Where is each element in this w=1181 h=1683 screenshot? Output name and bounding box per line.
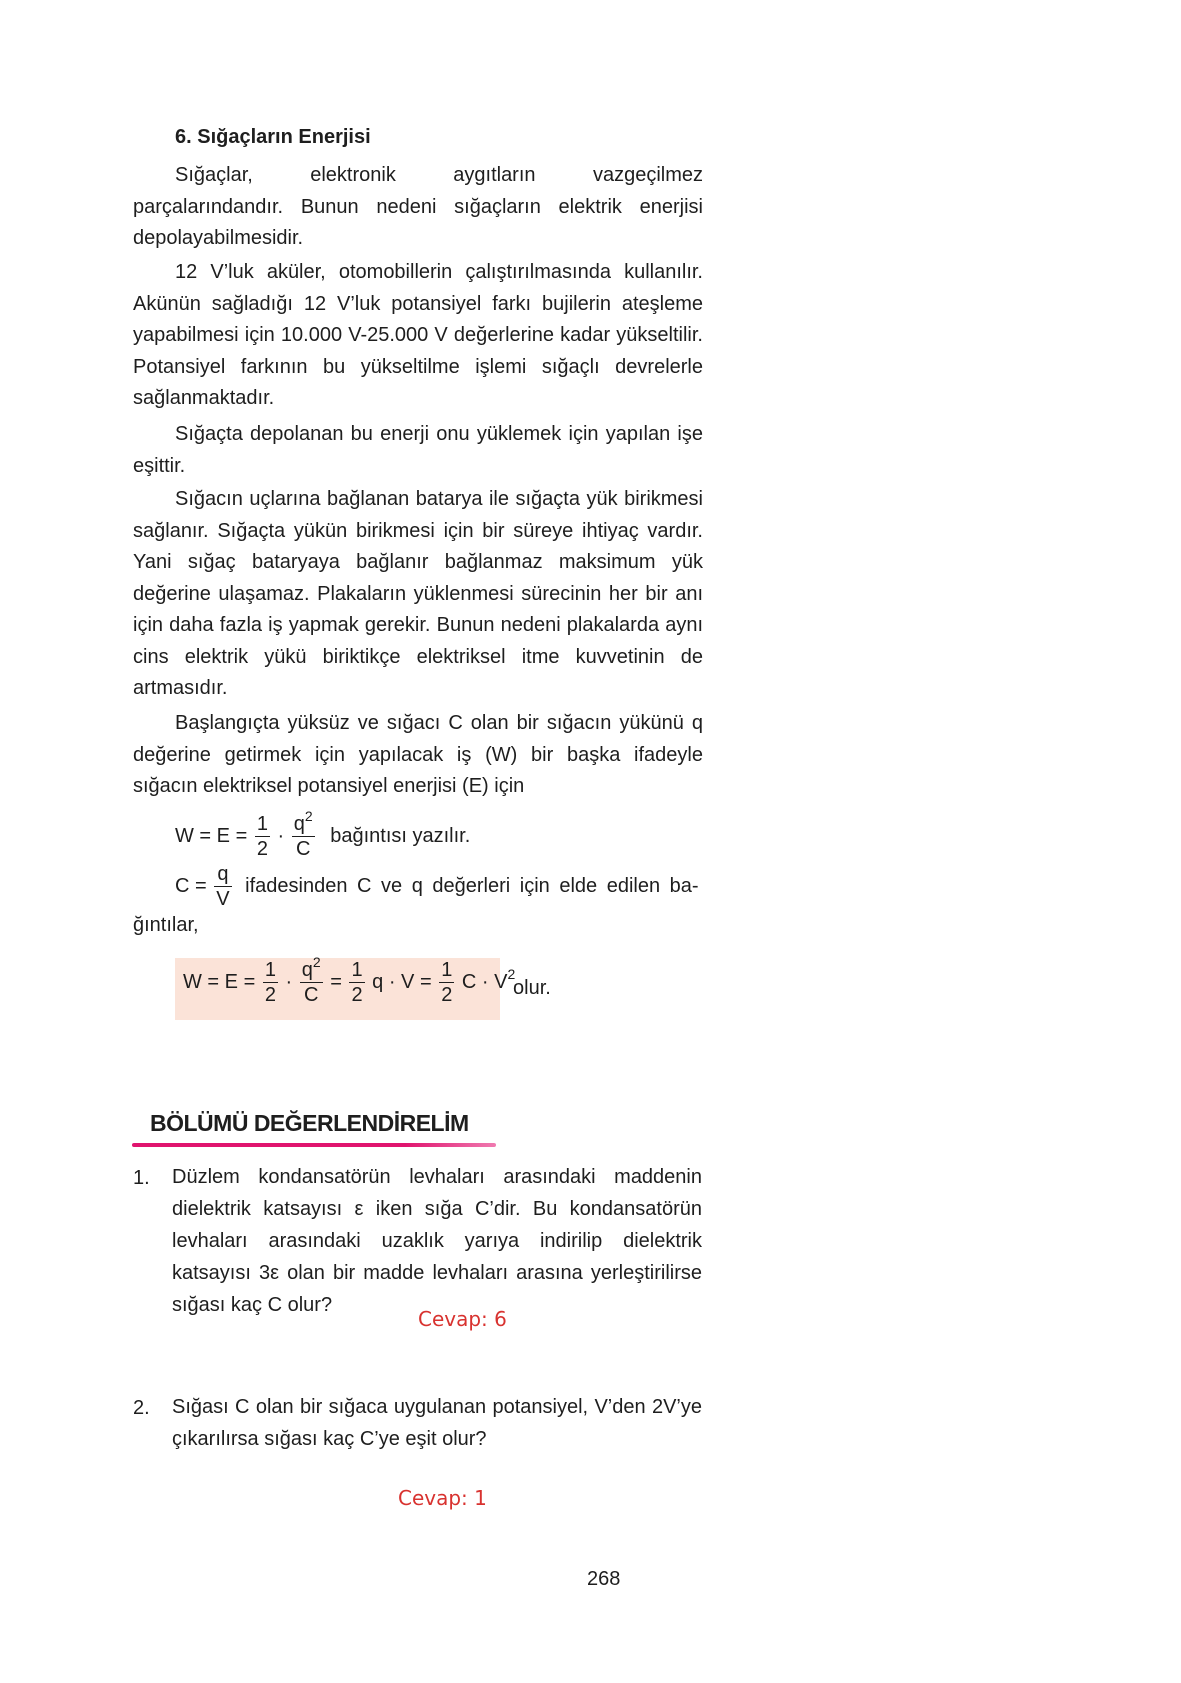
- energy-formula: [175, 808, 471, 860]
- paragraph-1: Sığaçlar, elektronik aygıtların vazgeçilmez parçalarındandır. Bunun nedeni sığaçların elektrik enerjisi depolayabilmesidir.: [133, 164, 703, 249]
- dot-operator: ·: [277, 824, 285, 847]
- formula3-lhs: W = E =: [183, 970, 256, 993]
- paragraph-4: Sığacın uçlarına bağlanan batarya ile sığaçta yük birikmesi sağlanır. Sığaçta yükün birikmesi için bir süreye ihtiyaç vardır. Yani sığaç bataryaya bağlanır bağlanmaz maksimum yük değerine ulaşamaz. Plakaların yüklenmesi sürecinin her bir anı için daha fazla iş yapmak gerekir. Bunun nedeni plakalarda aynı cins elektrik yükü biriktikçe elektriksel itme kuvvetinin de artmasıdır.: [133, 488, 703, 699]
- formula3-tail-sup: 2: [507, 965, 516, 982]
- fraction-q2-over-c: $\frac{q^2}{C}$: [293, 808, 313, 860]
- question-1-number: 1.: [133, 1167, 150, 1189]
- question-2-number: 2.: [133, 1397, 150, 1419]
- paragraph-5: Başlangıçta yüksüz ve sığacı C olan bir sığacın yükünü q değerine getirmek için yapılacak iş (W) bir başka ifadeyle sığacın elektriksel potansiyel enerjisi (E) için: [133, 712, 703, 797]
- question-1-text: Düzlem kondansatörün levhaları arasındaki maddenin dielektrik katsayısı ε iken sığa C’dir. Bu kondansatörün levhaları arasındaki uzaklık yarıya indirilip dielektrik katsayısı 3ε olan bir madde levhaları arasına yerleştirilirse sığası kaç C olur?: [172, 1166, 702, 1316]
- energy-formula-summary: [183, 954, 516, 1006]
- dot-operator: ·: [285, 970, 293, 993]
- formula3-mid: q · V =: [372, 970, 432, 993]
- section-heading: 6. Sığaçların Enerjisi: [175, 126, 371, 148]
- formula1-suffix: bağıntısı yazılır.: [330, 824, 471, 847]
- fraction-4: $\frac{1}{2}$: [441, 959, 453, 1006]
- question-1-answer: Cevap: 6: [418, 1307, 507, 1331]
- formula3-tail: C · V: [461, 970, 508, 993]
- equals-sign: =: [330, 970, 342, 993]
- formula3-suffix: olur.: [513, 977, 551, 999]
- question-2-answer: Cevap: 1: [398, 1486, 487, 1510]
- evaluation-underline: [132, 1143, 496, 1147]
- paragraph-2: 12 V’luk aküler, otomobillerin çalıştırılmasında kullanılır. Akünün sağladığı 12 V’luk potansiyel farkı bujilerin ateşleme yapabilmesi için 10.000 V-25.000 V değerlerine kadar yükseltilir. Potansiyel farkının bu yükseltilme işlemi sığaçlı devrelerle sağlanmaktadır.: [133, 261, 703, 409]
- fraction-2: $\frac{q^2}{C}$: [301, 954, 321, 1006]
- paragraph-3: Sığaçta depolanan bu enerji onu yüklemek için yapılan işe eşittir.: [133, 423, 703, 477]
- question-2-text: Sığası C olan bir sığaca uygulanan potansiyel, V’den 2V’ye çıkarılırsa sığası kaç C’ye eşit olur?: [172, 1396, 702, 1450]
- evaluation-title: BÖLÜMÜ DEĞERLENDİRELİM: [150, 1110, 469, 1136]
- fraction-1: $\frac{1}{2}$: [264, 959, 276, 1006]
- formula2-lhs: C =: [175, 874, 207, 897]
- formula2-suffix: ifadesinden C ve q değerleri için elde edilen ba-: [245, 874, 699, 897]
- formula1-lhs: W = E =: [175, 824, 248, 847]
- fraction-3: $\frac{1}{2}$: [351, 959, 363, 1006]
- fraction-q-over-v: $\frac{q}{V}$: [216, 863, 230, 910]
- formula2-continuation: ğıntılar,: [133, 914, 199, 936]
- fraction-one-half: $\frac{1}{2}$: [256, 813, 268, 860]
- page-number: 268: [587, 1568, 621, 1590]
- capacitance-formula: [175, 864, 699, 909]
